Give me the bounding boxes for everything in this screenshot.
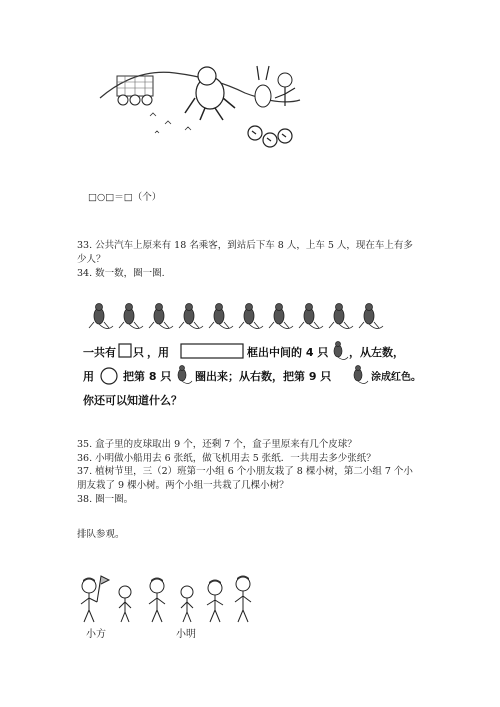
queue-label-left: 小方 <box>86 629 106 640</box>
mouse-icon-1 <box>334 342 348 360</box>
equation-line: □○□＝□（个） <box>88 192 162 203</box>
queue-title: 排队参观。 <box>77 529 125 540</box>
row2-text-part1: 用 <box>83 370 94 383</box>
row1-text-part1: 一共有 <box>83 346 116 359</box>
queue-label-right: 小明 <box>176 629 196 640</box>
mouse-icon-3 <box>354 366 368 384</box>
question-37-line2: 朋友栽了 9 棵小树。两个小组一共栽了几棵小树？ <box>77 480 289 491</box>
question-35: 35. 盒子里的皮球取出 9 个，还剩 7 个，盒子里原来有几个皮球？ <box>77 439 357 450</box>
mice-counting-panel <box>75 298 421 414</box>
question-37-line1: 37. 植树节里，三（2）班第一小组 6 个小朋友栽了 8 棵小树，第二小组 7 个小 <box>77 466 413 477</box>
question-33-line1: 33. 公共汽车上原来有 18 名乘客，到站后下车 8 人，上车 5 人，现在车上有多 <box>77 240 413 251</box>
mouse-icon-2 <box>178 366 192 384</box>
row1-text-part2: 只 <box>133 346 144 359</box>
question-36: 36. 小明做小船用去 6 张纸，做飞机用去 5 张纸．一共用去多少张纸？ <box>77 453 376 464</box>
circle-shape <box>101 368 117 384</box>
row2-text-part3: 圈出来；从右数，把第 9 只 <box>195 370 332 383</box>
frame-box <box>181 344 243 358</box>
row1-text-part5: ，从左数， <box>349 346 404 359</box>
count-answer-box <box>119 344 131 357</box>
soccer-illustration <box>95 58 305 158</box>
row1-text-part3: ，用 <box>147 346 169 359</box>
row1-text-part4: 框出中间的 4 只 <box>247 346 329 359</box>
queue-kids-illustration <box>75 570 265 630</box>
question-34: 34. 数一数，圈一圈. <box>77 268 165 279</box>
row2-text-part2: 把第 8 只 <box>123 370 172 383</box>
question-38: 38. 圈一圈。 <box>77 494 134 505</box>
mice-row <box>89 304 383 329</box>
row2-text-part4: 涂成红色。 <box>371 372 421 383</box>
question-33-line2: 少人？ <box>77 254 106 265</box>
row3-text: 你还可以知道什么？ <box>83 394 182 407</box>
